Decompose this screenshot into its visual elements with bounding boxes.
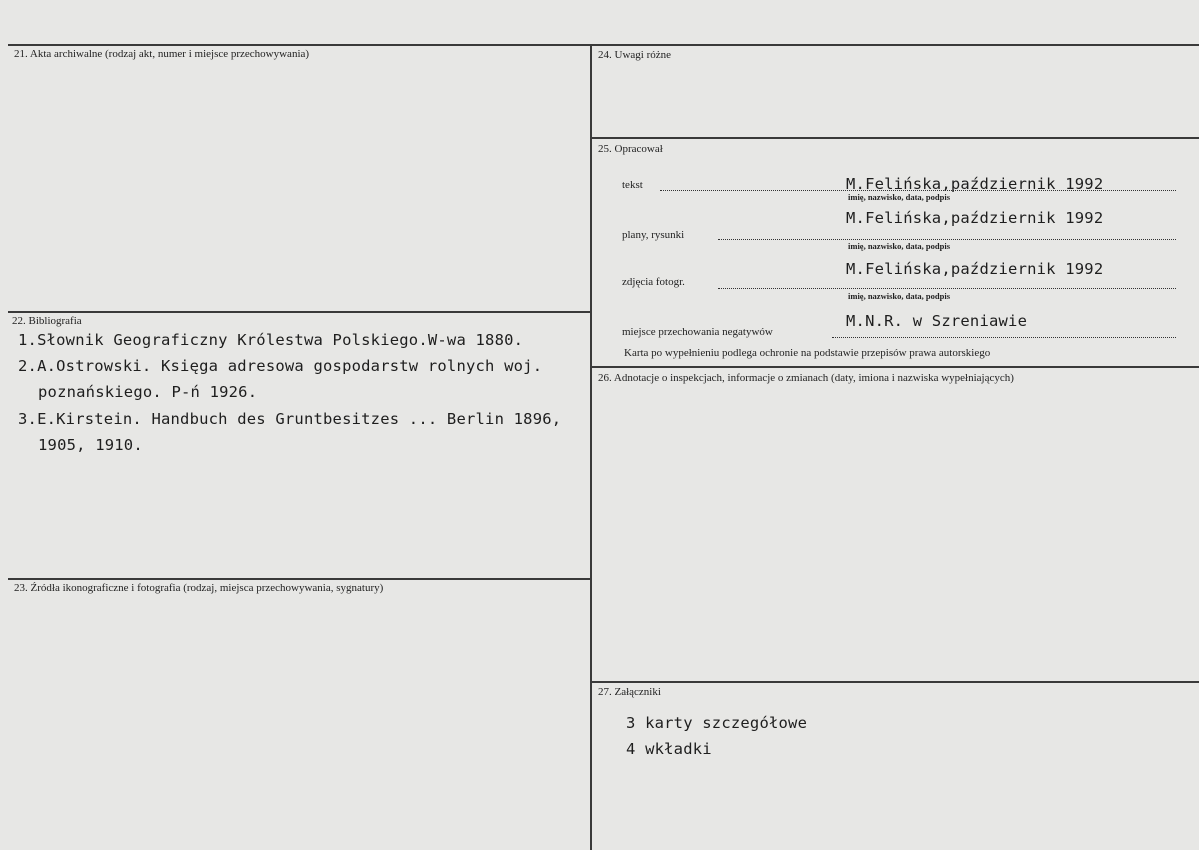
section-21-label: 21. Akta archiwalne (rodzaj akt, numer i miejsce przechowywania) — [14, 48, 310, 60]
top-rule — [8, 44, 1199, 46]
attachments-line-2: 4 wkładki — [626, 740, 712, 758]
rule-25-26 — [590, 366, 1199, 368]
rule-24-25 — [590, 137, 1199, 139]
copyright-note: Karta po wypełnieniu podlega ochronie na podstawie przepisów prawa autorskiego — [624, 347, 991, 359]
rule-26-27 — [590, 681, 1199, 683]
row-photos-caption: imię, nazwisko, data, podpis — [848, 291, 951, 301]
bibliography-line-5: 1905, 1910. — [38, 436, 143, 454]
row-text-label: tekst — [622, 179, 643, 191]
negatives-value: M.N.R. w Szreniawie — [846, 312, 1028, 330]
row-photos-line — [718, 288, 1176, 289]
rule-22-23 — [8, 578, 592, 580]
section-23-label: 23. Źródła ikonograficzne i fotografia (rodzaj, miejsca przechowywania, sygnatury) — [14, 582, 384, 594]
negatives-label: miejsce przechowania negatywów — [622, 326, 773, 338]
row-photos-value: M.Felińska,październik 1992 — [846, 260, 1104, 278]
row-plans-line — [718, 239, 1176, 240]
row-text-value: M.Felińska,październik 1992 — [846, 175, 1104, 193]
section-25-label: 25. Opracował — [598, 143, 663, 155]
negatives-line — [832, 337, 1176, 338]
section-27-label: 27. Załączniki — [598, 686, 661, 698]
bibliography-line-1: 1.Słownik Geograficzny Królestwa Polskiego.W-wa 1880. — [18, 331, 524, 349]
section-26-label: 26. Adnotacje o inspekcjach, informacje o zmianach (daty, imiona i nazwiska wypełniających) — [598, 372, 1014, 384]
row-plans-label: plany, rysunki — [622, 229, 685, 241]
section-22-label: 22. Bibliografia — [12, 315, 82, 327]
bibliography-line-3: poznańskiego. P-ń 1926. — [38, 383, 258, 401]
center-divider — [590, 44, 592, 850]
bibliography-line-4: 3.E.Kirstein. Handbuch des Gruntbesitzes ... Berlin 1896, — [18, 410, 562, 428]
row-photos-label: zdjęcia fotogr. — [622, 276, 685, 288]
section-24-label: 24. Uwagi różne — [598, 49, 672, 61]
rule-21-22 — [8, 311, 592, 313]
bibliography-line-2: 2.A.Ostrowski. Księga adresowa gospodarstw rolnych woj. — [18, 357, 543, 375]
row-text-caption: imię, nazwisko, data, podpis — [848, 192, 951, 202]
attachments-line-1: 3 karty szczegółowe — [626, 714, 808, 732]
row-plans-value: M.Felińska,październik 1992 — [846, 209, 1104, 227]
row-plans-caption: imię, nazwisko, data, podpis — [848, 241, 951, 251]
